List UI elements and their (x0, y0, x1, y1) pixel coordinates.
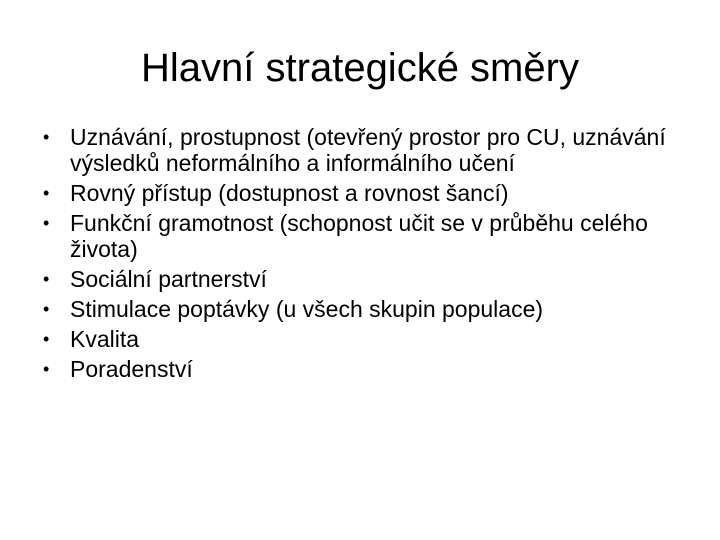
bullet-text: Sociální partnerství (70, 266, 267, 292)
bullet-text: Funkční gramotnost (schopnost učit se v průběhu celého života) (70, 210, 648, 262)
slide-title: Hlavní strategické směry (141, 46, 579, 90)
bullet-text: Kvalita (70, 326, 140, 352)
bullet-text: Uznávání, prostupnost (otevřený prostor pro CU, uznávání výsledků neformálního a informálního učení (70, 124, 666, 176)
bullet-item (40, 180, 690, 206)
bullet-item (40, 210, 690, 262)
bullet-icon: • (43, 183, 50, 203)
bullet-item (40, 296, 690, 322)
bullet-icon: • (43, 213, 50, 233)
bullet-icon: • (43, 127, 50, 147)
bullet-text: Poradenství (70, 356, 193, 382)
bullet-list (40, 124, 690, 386)
bullet-icon: • (43, 269, 50, 289)
bullet-icon: • (43, 329, 50, 349)
bullet-item (40, 326, 690, 352)
bullet-icon: • (43, 359, 50, 379)
bullet-text: Stimulace poptávky (u všech skupin populace) (70, 296, 544, 322)
bullet-text: Rovný přístup (dostupnost a rovnost šancí) (70, 180, 509, 206)
bullet-icon: • (43, 299, 50, 319)
bullet-item (40, 266, 690, 292)
bullet-item (40, 356, 690, 382)
bullet-item (40, 124, 690, 176)
